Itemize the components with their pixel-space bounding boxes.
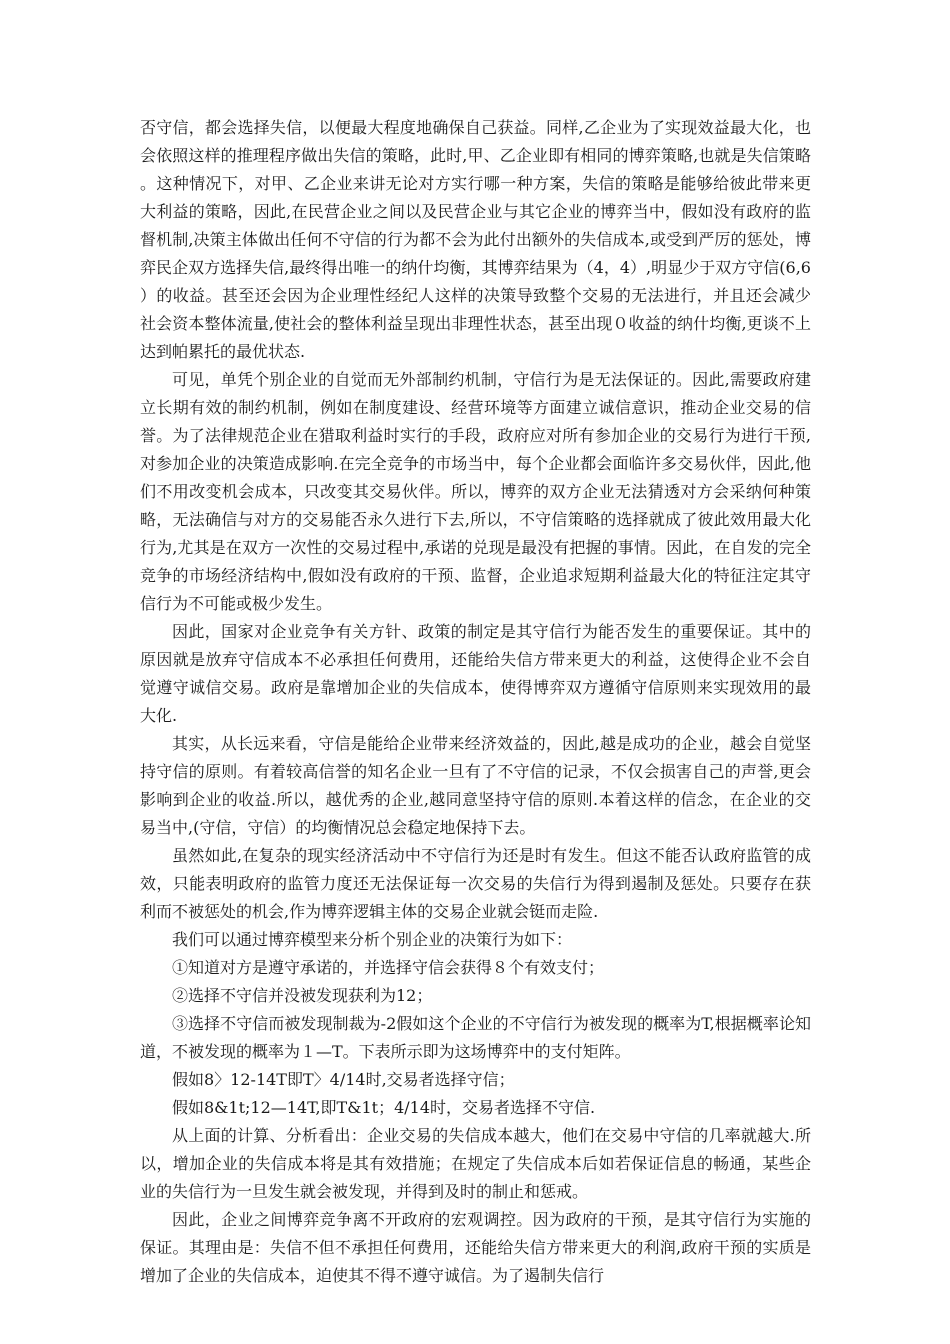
document-body — [140, 114, 811, 1290]
paragraph-8: 因此，企业之间博弈竞争离不开政府的宏观调控。因为政府的干预，是其守信行为实施的保证。其理由是：失信不但不承担任何费用，还能给失信方带来更大的利润,政府干预的实质是增加了企业的失信成本，迫使其不得不遵守诚信。为了遏制失信行 — [140, 1210, 811, 1285]
paragraph-3: 因此，国家对企业竞争有关方针、政策的制定是其守信行为能否发生的重要保证。其中的原因就是放弃守信成本不必承担任何费用，还能给失信方带来更大的利益，这使得企业不会自觉遵守诚信交易。政府是靠增加企业的失信成本，使得博弈双方遵循守信原则来实现效用的最大化. — [140, 622, 811, 725]
paragraph-7: 从上面的计算、分析看出：企业交易的失信成本越大，他们在交易中守信的几率就越大.所以，增加企业的失信成本将是其有效措施；在规定了失信成本后如若保证信息的畅通，某些企业的失信行为一旦发生就会被发现，并得到及时的制止和惩戒。 — [140, 1126, 811, 1201]
list-item-1: ①知道对方是遵守承诺的，并选择守信会获得８个有效支付； — [172, 958, 605, 977]
paragraph-2: 可见，单凭个别企业的自觉而无外部制约机制，守信行为是无法保证的。因此,需要政府建立长期有效的制约机制，例如在制度建设、经营环境等方面建立诚信意识，推动企业交易的信誉。为了法律规范企业在猎取利益时实行的手段，政府应对所有参加企业的交易行为进行干预,对参加企业的决策造成影响.在完全竞争的市场当中，每个企业都会面临许多交易伙伴，因此,他们不用改变机会成本，只改变其交易伙伴。所以，博弈的双方企业无法猜透对方会采纳何种策略，无法确信与对方的交易能否永久进行下去,所以，不守信策略的选择就成了彼此效用最大化行为,尤其是在双方一次性的交易过程中,承诺的兑现是最没有把握的事情。因此，在自发的完全竞争的市场经济结构中,假如没有政府的干预、监督，企业追求短期利益最大化的特征注定其守信行为不可能或极少发生。 — [140, 370, 811, 613]
condition-line-1: 假如8〉12-14T即T〉4/14时,交易者选择守信； — [172, 1070, 515, 1089]
list-item-2: ②选择不守信并没被发现获利为12； — [172, 986, 433, 1005]
paragraph-5: 虽然如此,在复杂的现实经济活动中不守信行为还是时有发生。但这不能否认政府监管的成效，只能表明政府的监管力度还无法保证每一次交易的失信行为得到遏制及惩处。只要存在获利而不被惩处的机会,作为博弈逻辑主体的交易企业就会铤而走险. — [140, 846, 811, 921]
paragraph-6: 我们可以通过博弈模型来分析个别企业的决策行为如下： — [172, 930, 573, 949]
paragraph-4: 其实，从长远来看，守信是能给企业带来经济效益的，因此,越是成功的企业，越会自觉坚持守信的原则。有着较高信誉的知名企业一旦有了不守信的记录，不仅会损害自己的声誉,更会影响到企业的收益.所以，越优秀的企业,越同意坚持守信的原则.本着这样的信念，在企业的交易当中,(守信，守信）的均衡情况总会稳定地保持下去。 — [140, 734, 811, 837]
list-item-3: ③选择不守信而被发现制裁为-2假如这个企业的不守信行为被发现的概率为T,根据概率论知道，不被发现的概率为１—T。下表所示即为这场博弈中的支付矩阵。 — [140, 1014, 811, 1061]
paragraph-1: 否守信，都会选择失信，以便最大程度地确保自己获益。同样,乙企业为了实现效益最大化，也会依照这样的推理程序做出失信的策略，此时,甲、乙企业即有相同的博弈策略,也就是失信策略。这种情况下，对甲、乙企业来讲无论对方实行哪一种方案，失信的策略是能够给彼此带来更大利益的策略，因此,在民营企业之间以及民营企业与其它企业的博弈当中，假如没有政府的监督机制,决策主体做出任何不守信的行为都不会为此付出额外的失信成本,或受到严厉的惩处，博弈民企双方选择失信,最终得出唯一的纳什均衡，其博弈结果为（4，4）,明显少于双方守信(6,6）的收益。甚至还会因为企业理性经纪人这样的决策导致整个交易的无法进行，并且还会减少社会资本整体流量,使社会的整体利益呈现出非理性状态，甚至出现０收益的纳什均衡,更谈不上达到帕累托的最优状态. — [140, 118, 811, 361]
condition-line-2: 假如8&1t;12—14T,即T&1t；4/14时，交易者选择不守信. — [172, 1098, 596, 1117]
